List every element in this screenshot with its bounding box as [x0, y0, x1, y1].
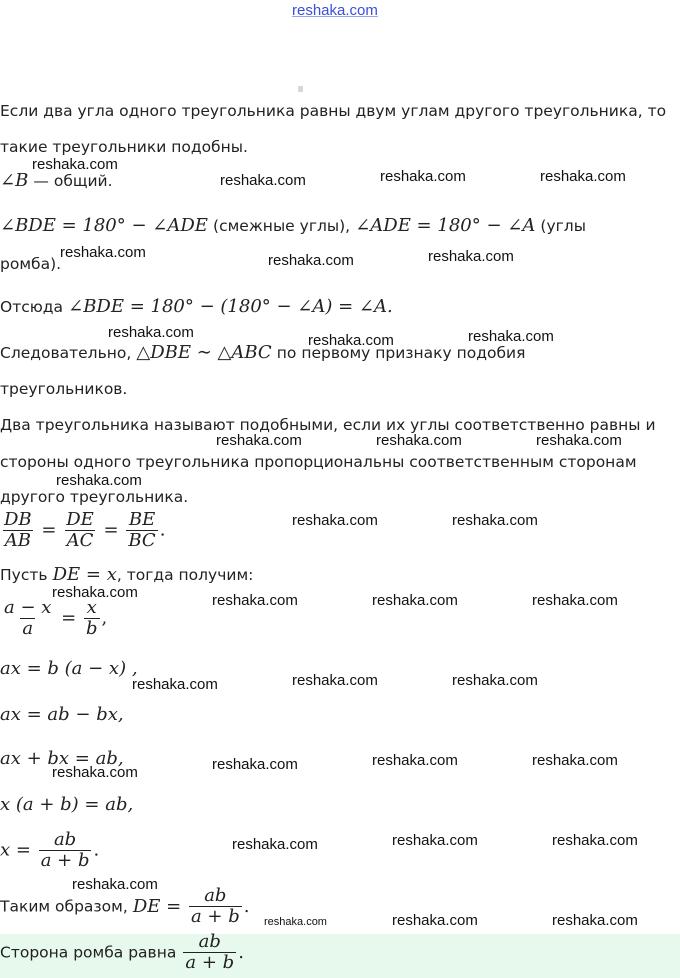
watermark: reshaka.com [292, 672, 378, 689]
watermark: reshaka.com [428, 248, 514, 265]
watermark: reshaka.com [552, 912, 638, 929]
text-let: Пусть [0, 566, 48, 584]
math-eq1: ax = b (a − x) , [0, 658, 138, 679]
watermark: reshaka.com [56, 472, 142, 489]
paragraph-definition-line2: стороны одного треугольника пропорциональны соответственным сторонам [0, 453, 637, 471]
text-thus: Таким образом, [0, 897, 128, 916]
math-eq2: ax = ab − bx, [0, 704, 124, 725]
watermark: reshaka.com [212, 592, 298, 609]
text-adjacent-angles: (смежные углы), [213, 217, 351, 235]
watermark: reshaka.com [372, 752, 458, 769]
watermark: reshaka.com [108, 324, 194, 341]
math-ratio-eq: $\frac{a - x}{a}$ = $\frac{x}{b}$ , [4, 597, 108, 639]
watermark: reshaka.com [308, 332, 394, 349]
math-bde-eq: ∠BDE = 180° − ∠ADE [0, 215, 208, 236]
watermark: reshaka.com [532, 752, 618, 769]
watermark: reshaka.com [536, 432, 622, 449]
math-de-result: DE = $\frac{ab}{a + b}$ . [132, 885, 250, 927]
line-bde-ade [0, 215, 586, 236]
line-angle-b-common [0, 170, 113, 191]
site-header-link[interactable]: reshaka.com [292, 2, 378, 19]
paragraph-similarity-rule-line1: Если два угла одного треугольника равны двум углам другого треугольника, то [0, 102, 667, 120]
text-triangles: треугольников. [0, 380, 128, 398]
watermark: reshaka.com [452, 512, 538, 529]
watermark: reshaka.com [220, 172, 306, 189]
paragraph-similarity-rule-line2: такие треугольники подобны. [0, 138, 248, 156]
watermark: reshaka.com [380, 168, 466, 185]
line-let [0, 564, 253, 585]
text-rhombus: ромба). [0, 255, 62, 273]
math-answer: $\frac{ab}{a + b}$ . [185, 931, 244, 973]
watermark: reshaka.com [452, 672, 538, 689]
text-first-criterion: по первому признаку подобия [276, 344, 526, 362]
paragraph-definition-line1: Два треугольника называют подобными, если их углы соответственно равны и [0, 416, 656, 434]
text-then: , тогда получим: [116, 566, 254, 584]
line-hence [0, 296, 393, 317]
text-answer: Сторона ромба равна [0, 943, 177, 962]
math-proportion: $\frac{DB}{AB}$ = $\frac{DE}{AC}$ = $\frac{BE}{BC}$ . [4, 509, 166, 551]
math-eq4: x (a + b) = ab, [0, 794, 134, 815]
watermark: reshaka.com [232, 836, 318, 853]
watermark: reshaka.com [132, 676, 218, 693]
math-hence-eq: ∠BDE = 180° − (180° − ∠A) = ∠A. [68, 296, 393, 317]
watermark: reshaka.com [292, 512, 378, 529]
math-x-result: x = $\frac{ab}{a + b}$ . [0, 829, 100, 871]
math-similar: △DBE ∼ △ABC [136, 342, 272, 363]
watermark: reshaka.com [268, 252, 354, 269]
watermark: reshaka.com [60, 244, 146, 261]
math-ade-eq: ∠ADE = 180° − ∠A [355, 215, 536, 236]
watermark: reshaka.com [540, 168, 626, 185]
watermark: reshaka.com [32, 156, 118, 173]
watermark: reshaka.com [532, 592, 618, 609]
watermark: reshaka.com [264, 916, 327, 928]
watermark: reshaka.com [52, 584, 138, 601]
decorative-dot [298, 86, 303, 92]
watermark: reshaka.com [376, 432, 462, 449]
line-answer [0, 932, 244, 973]
watermark: reshaka.com [552, 832, 638, 849]
watermark: reshaka.com [468, 328, 554, 345]
math-eq3: ax + bx = ab, [0, 748, 124, 769]
text-angles-of: (углы [540, 217, 586, 235]
math-angle-b: ∠B [0, 170, 29, 191]
watermark: reshaka.com [392, 832, 478, 849]
math-de-x: DE = x [52, 564, 117, 585]
watermark: reshaka.com [72, 876, 158, 893]
line-consequently [0, 342, 525, 363]
watermark: reshaka.com [372, 592, 458, 609]
text-common: — общий. [33, 172, 113, 190]
watermark: reshaka.com [52, 764, 138, 781]
watermark: reshaka.com [392, 912, 478, 929]
watermark: reshaka.com [212, 756, 298, 773]
text-consequently: Следовательно, [0, 344, 132, 362]
text-hence: Отсюда [0, 298, 64, 316]
paragraph-definition-line3: другого треугольника. [0, 488, 189, 506]
watermark: reshaka.com [216, 432, 302, 449]
